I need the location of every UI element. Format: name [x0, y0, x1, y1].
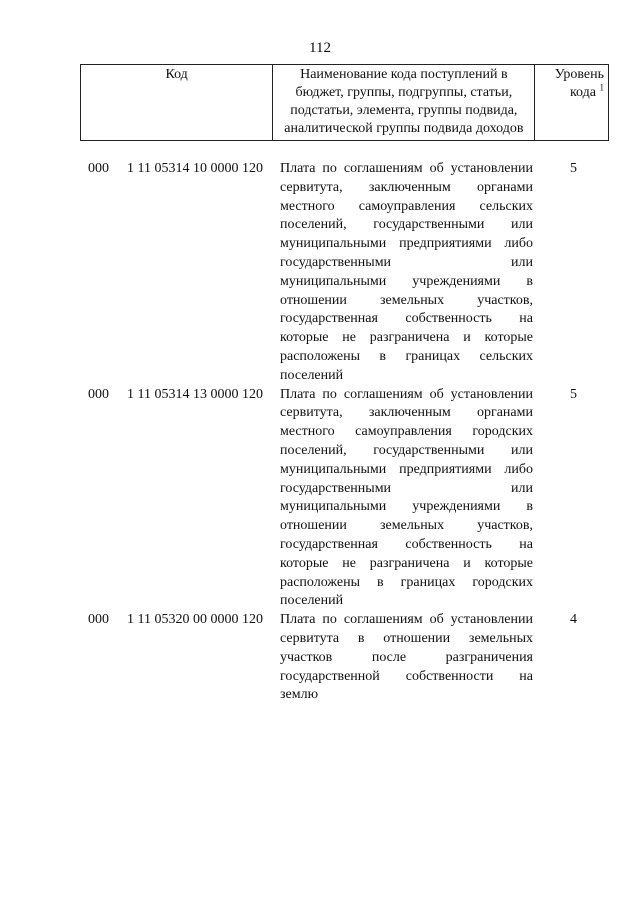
income-name-line: муниципальными учреждениями в	[280, 499, 533, 515]
table-row	[80, 611, 609, 705]
header-name-line: Наименование кода поступлений в	[300, 67, 508, 82]
income-name-line: поселений	[280, 593, 344, 609]
income-name-line: землю	[280, 687, 319, 703]
admin-code: 000	[88, 161, 109, 176]
income-name-line: муниципальными предприятиями либо	[280, 236, 533, 252]
income-name-line: поселений	[280, 367, 344, 383]
income-name-line: сервитута, заключенным органами	[280, 179, 533, 195]
income-name-line: Плата по соглашениям об установлении	[280, 161, 533, 176]
code-level: 5	[570, 386, 577, 402]
income-name-line: государственной собственности на	[280, 668, 533, 684]
header-level	[535, 65, 609, 141]
income-name-line: которые не разграничена и которые	[280, 330, 533, 346]
income-name-line: поселений, государственными или	[280, 442, 533, 458]
header-name	[273, 65, 535, 141]
income-code-list	[80, 160, 609, 705]
code-level: 5	[570, 161, 577, 176]
header-name-line: аналитической группы подвида доходов	[284, 121, 524, 136]
admin-code: 000	[88, 386, 109, 402]
income-name-line: Плата по соглашениям об установлении	[280, 612, 533, 628]
page-number: 112	[309, 40, 331, 56]
income-name-line: государственными или	[280, 480, 533, 496]
income-name-line: Плата по соглашениям об установлении	[280, 386, 533, 402]
header-name-line: подстатьи, элемента, группы подвида,	[290, 103, 518, 118]
header-level-label: Уровень	[554, 67, 604, 82]
income-name-line: государственная собственность на	[280, 311, 533, 327]
income-name-line: местного самоуправления городских	[280, 424, 533, 440]
income-name-line: расположены в границах городских	[280, 574, 533, 590]
footnote-marker: 1	[599, 82, 604, 93]
income-name-line: муниципальными учреждениями в	[280, 273, 533, 289]
income-name-line: расположены в границах сельских	[280, 348, 533, 364]
income-name-line: государственными или	[280, 254, 533, 270]
income-name-line: государственная собственность на	[280, 536, 533, 552]
income-name	[280, 386, 533, 612]
income-name-line: муниципальными предприятиями либо	[280, 461, 533, 477]
income-code: 1 11 05320 00 0000 120	[127, 612, 263, 628]
table-row	[80, 160, 609, 386]
header-code: Код	[81, 65, 273, 141]
income-name-line: сервитута в отношении земельных	[280, 630, 533, 646]
income-name-line: сервитута, заключенным органами	[280, 405, 533, 421]
income-name-line: местного самоуправления сельских	[280, 198, 533, 214]
table-header	[80, 64, 609, 141]
code-level: 4	[570, 612, 577, 628]
income-name-line: отношении земельных участков,	[280, 518, 533, 534]
income-name-line: участков после разграничения	[280, 649, 533, 665]
income-code: 1 11 05314 13 0000 120	[127, 386, 263, 402]
header-level-label-2: кода	[569, 85, 596, 100]
income-name	[280, 611, 533, 705]
income-name-line: поселений, государственными или	[280, 217, 533, 233]
table-row	[80, 386, 609, 612]
income-name-line: которые не разграничена и которые	[280, 555, 533, 571]
income-name-line: отношении земельных участков,	[280, 292, 533, 308]
income-code: 1 11 05314 10 0000 120	[127, 161, 263, 176]
admin-code: 000	[88, 612, 109, 628]
income-name	[280, 160, 533, 386]
header-name-line: бюджет, группы, подгруппы, статьи,	[295, 85, 513, 100]
